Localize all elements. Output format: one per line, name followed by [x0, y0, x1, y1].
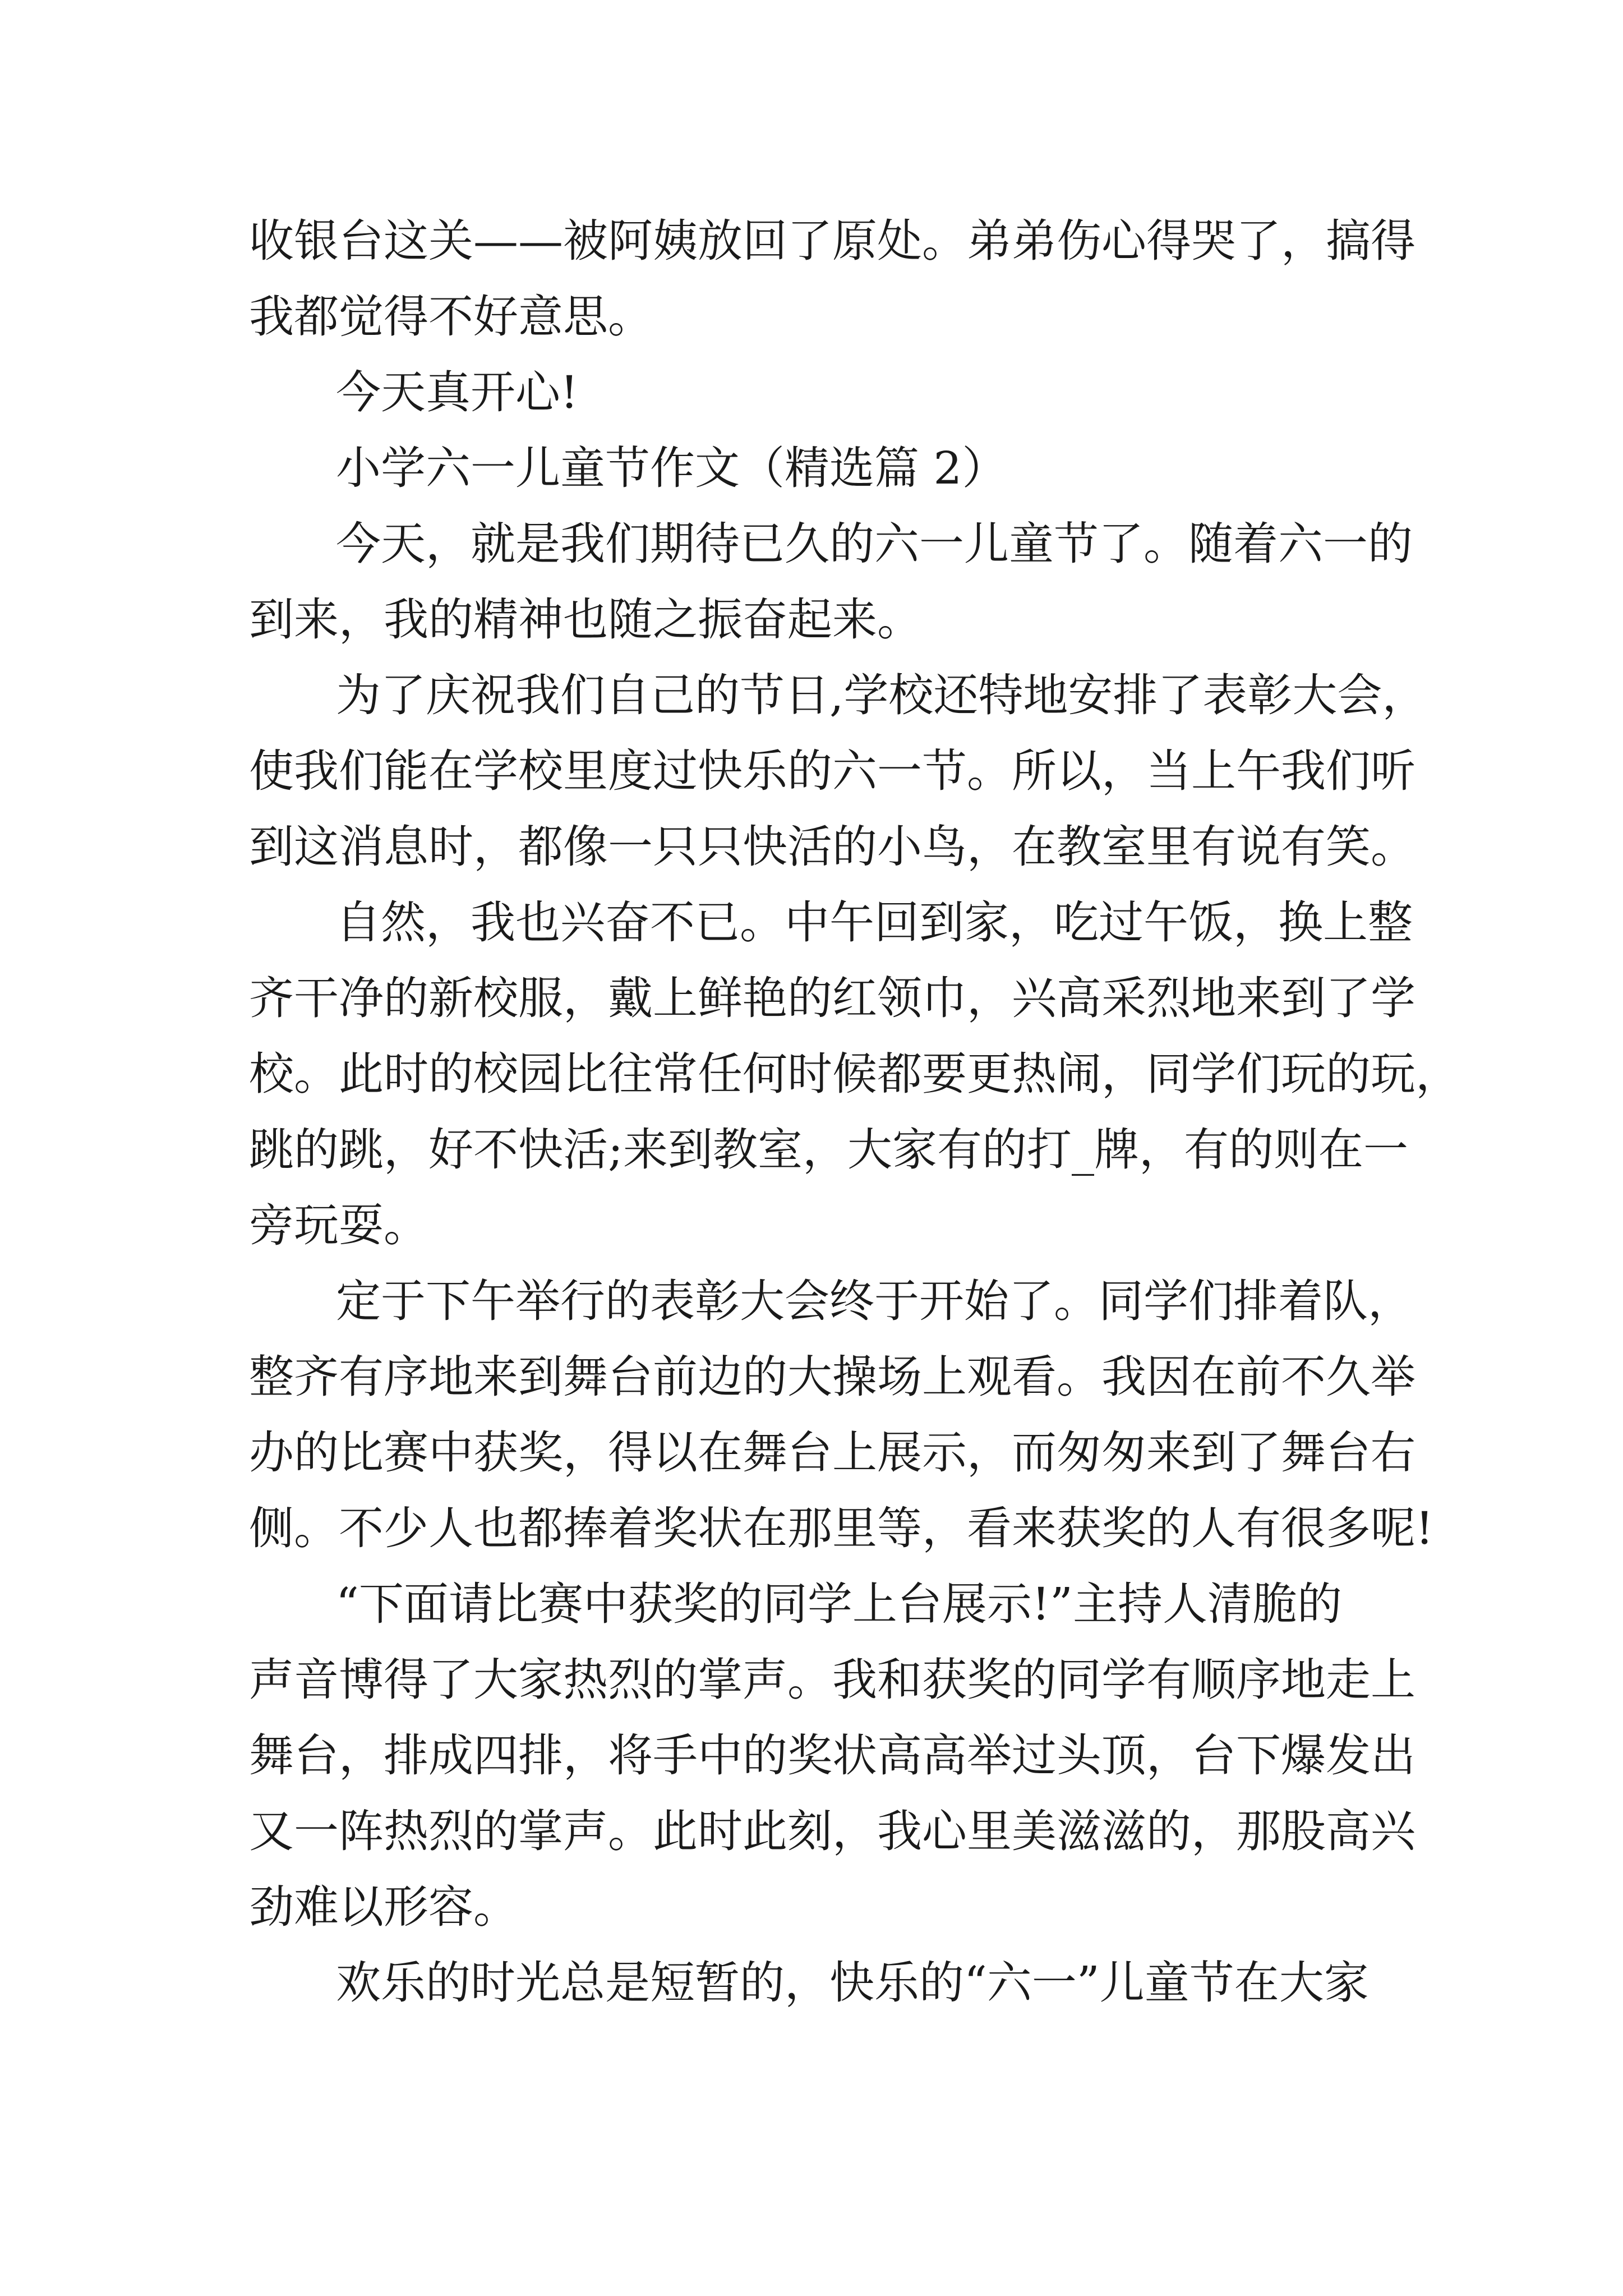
text-line: 今天，就是我们期待已久的六一儿童节了。随着六一的 [336, 518, 1413, 570]
text-line: 自然，我也兴奋不已。中午回到家，吃过午饭，换上整 [336, 896, 1413, 949]
text-line: 今天真开心! [336, 366, 579, 418]
text-line: 欢乐的时光总是短暂的，快乐的“六一”儿童节在大家 [336, 1957, 1369, 2009]
text-line: 整齐有序地来到舞台前边的大操场上观看。我因在前不久举 [249, 1351, 1415, 1403]
text-line: 校。此时的校园比往常任何时候都要更热闹，同学们玩的玩， [249, 1048, 1460, 1100]
text-line: 到这消息时，都像一只只快活的小鸟，在教室里有说有笑。 [249, 821, 1415, 873]
text-line: 办的比赛中获奖，得以在舞台上展示，而匆匆来到了舞台右 [249, 1427, 1415, 1479]
text-line: 侧。不少人也都捧着奖状在那里等，看来获奖的人有很多呢! [249, 1502, 1434, 1554]
text-line: 劲难以形容。 [249, 1881, 518, 1933]
text-line: “下面请比赛中获奖的同学上台展示!”主持人清脆的 [336, 1578, 1342, 1630]
text-line: 旁玩耍。 [249, 1199, 428, 1251]
text-line: 声音博得了大家热烈的掌声。我和获奖的同学有顺序地走上 [249, 1654, 1415, 1706]
section-title: 小学六一儿童节作文（精选篇 2） [336, 442, 1007, 494]
text-line: 使我们能在学校里度过快乐的六一节。所以，当上午我们听 [249, 745, 1415, 797]
text-line: 收银台这关——被阿姨放回了原处。弟弟伤心得哭了，搞得 [249, 215, 1415, 267]
text-line: 定于下午举行的表彰大会终于开始了。同学们排着队， [336, 1275, 1413, 1327]
text-line: 为了庆祝我们自己的节日,学校还特地安排了表彰大会， [336, 669, 1427, 721]
text-line: 又一阵热烈的掌声。此时此刻，我心里美滋滋的，那股高兴 [249, 1805, 1415, 1857]
text-line: 到来，我的精神也随之振奋起来。 [249, 593, 922, 646]
document-body [249, 203, 1460, 2021]
text-line: 跳的跳，好不快活;来到教室，大家有的打_牌，有的则在一 [249, 1124, 1408, 1176]
text-line: 齐干净的新校服，戴上鲜艳的红领巾，兴高采烈地来到了学 [249, 972, 1415, 1024]
text-line: 舞台，排成四排，将手中的奖状高高举过头顶，台下爆发出 [249, 1729, 1415, 1782]
text-line: 我都觉得不好意思。 [249, 291, 653, 343]
